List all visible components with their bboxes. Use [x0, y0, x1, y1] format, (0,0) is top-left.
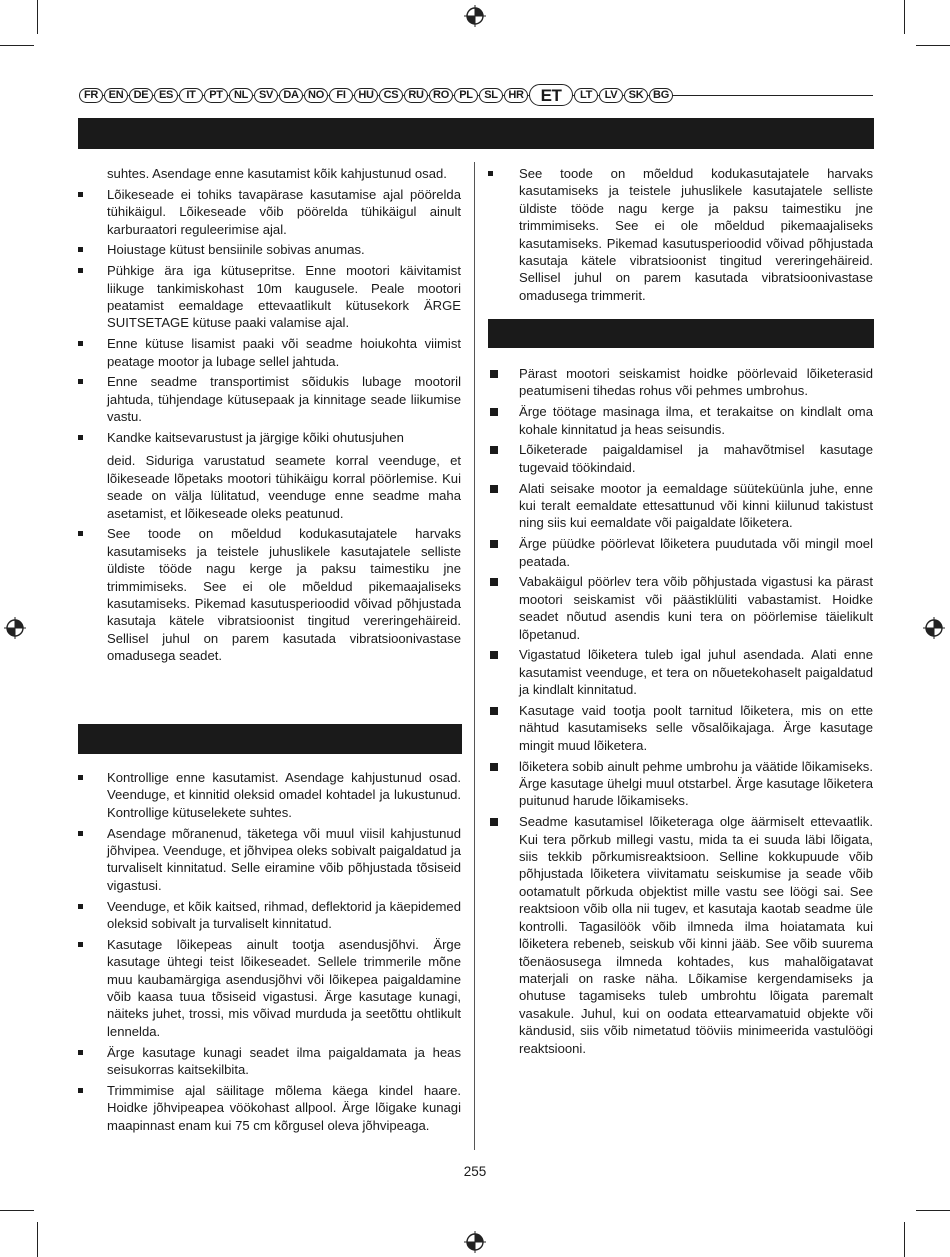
list-item: Kasutage vaid tootja poolt tarnitud lõiketera, mis on ette nähtud kasutamiseks selle võsalõikajaga. Ärge kasutage mingit muud lõiketera.	[488, 702, 873, 754]
list-item: Trimmimise ajal säilitage mõlema käega kindel haare. Hoidke jõhvipeapea vöökohast allpool. Ärge lõigake kunagi maapinnast enam kui 75 cm kõrgusel oleva jõhvipeaga.	[78, 1082, 461, 1134]
language-tab-lt[interactable]: LT	[574, 88, 598, 103]
registration-mark-icon	[464, 5, 486, 27]
language-tab-it[interactable]: IT	[179, 88, 203, 103]
registration-mark-icon	[4, 617, 26, 639]
left-column	[78, 165, 461, 668]
right-column	[488, 165, 873, 308]
list-item: See toode on mõeldud kodukasutajatele harvaks kasutamiseks ja teistele juhuslikele kasutajatele selliste üldiste tööde nagu kerge ja paksu taimestiku jne trimmimiseks. See ei ole mõeldud pikemaajaliseks kasutamiseks. Pikemad kasutusperioodid võivad põhjustada kasutaja kätele vibratsioonist tingitud vereringehäireid. Sellisel juhul on parem kasutada vibratsioonivastase omadusega trimmerit.	[488, 165, 873, 304]
crop-mark-top-left-v	[37, 0, 38, 34]
right-column-lower	[488, 365, 873, 1060]
crop-mark-top-left-h	[0, 45, 34, 46]
list-item: Ärge töötage masinaga ilma, et terakaitse on kindlalt oma kohale kinnitatud ja heas seisundis.	[488, 403, 873, 438]
list-item: Asendage mõranenud, täketega või muul viisil kahjustunud jõhvipea. Veenduge, et jõhvipea oleks sobivalt paigaldatud ja turvaliselt kinnitatud. Selle eiramine võib põhjustada tõsiseid vigastusi.	[78, 825, 461, 895]
crop-mark-bottom-right-h	[916, 1210, 950, 1211]
language-tab-de[interactable]: DE	[129, 88, 153, 103]
right-section-bar	[488, 319, 874, 348]
crop-mark-top-right-h	[916, 45, 950, 46]
language-tab-da[interactable]: DA	[279, 88, 303, 103]
list-item: Vabakäigul pöörlev tera võib põhjustada vigastusi ka pärast mootori seiskamist või päästiklüliti vabastamist. Hoidke seadet nõutud asendis kuni tera on pöörlemise täielikult lõpetanud.	[488, 573, 873, 643]
language-tab-no[interactable]: NO	[304, 88, 328, 103]
list-item: Kandke kaitsevarustust ja järgige kõiki ohutusjuhen	[78, 429, 461, 446]
left-section-bar	[78, 724, 462, 754]
list-item: Kontrollige enne kasutamist. Asendage kahjustunud osad. Veenduge, et kinnitid oleksid omadel kohtadel ja lukustunud. Kontrollige kütuselekete suhtes.	[78, 769, 461, 821]
list-item: Hoiustage kütust bensiinile sobivas anumas.	[78, 241, 461, 258]
list-item: Ärge püüdke pöörlevat lõiketera puudutada või mingil moel peatada.	[488, 535, 873, 570]
list-item: Lõiketerade paigaldamisel ja mahavõtmisel kasutage tugevaid töökindaid.	[488, 441, 873, 476]
crop-mark-bottom-right-v	[904, 1222, 905, 1257]
language-list	[79, 84, 673, 106]
language-tab-ro[interactable]: RO	[429, 88, 453, 103]
list-item: Seadme kasutamisel lõiketeraga olge äärmiselt ettevaatlik. Kui tera põrkub millegi vastu, mida ta ei suuda läbi lõigata, siis tekkib põrkumisreaktsioon. Selline kokkupuude võib põhjustada lõiketera viivitamatu seiskumise ja seade võib ootamatult põrkuda objektist mille vastu see löögi sai. See reaktsioon võib olla nii tugev, et kasutaja kaotab seadme üle kontrolli. Tagasilöök võib ilmneda ilma hoiatamata kui lõiketera rebeneb, seiskub või kinni jääb. See võib suurema tõenäosusega ilmneda kohtades, kus mahalõigatavat materjali on raske näha. Lõikamise kergendamiseks ja ohutuse tagamiseks tuleb umbrohtu lõigata paremalt vasakule. Juhul, kui on oodata ettearvamatuid objekte või kändusid, siis võib nimetatud tööviis minimeerida vastulöögi reaktsiooni.	[488, 813, 873, 1057]
crop-mark-bottom-left-h	[0, 1210, 34, 1211]
list-item: Pühkige ära iga kütusepritse. Enne mootori käivitamist liikuge tankimiskohast 10m kaugusele. Peale mootori peatamist eemaldage ettevaatlikult kütusekork ÄRGE SUITSETAGE kütuse paaki valamise ajal.	[78, 262, 461, 332]
list-item: Enne seadme transportimist sõidukis lubage mootoril jahtuda, tühjendage kütusepaak ja kinnitage seade liikumise vastu.	[78, 373, 461, 425]
language-tab-cs[interactable]: CS	[379, 88, 403, 103]
list-item: Pärast mootori seiskamist hoidke pöörlevaid lõiketerasid peatumiseni tihedas rohus või pehmes umbrohus.	[488, 365, 873, 400]
language-tab-pt[interactable]: PT	[204, 88, 228, 103]
language-tab-ru[interactable]: RU	[404, 88, 428, 103]
language-tab-pl[interactable]: PL	[454, 88, 478, 103]
list-item: deid. Siduriga varustatud seamete korral veenduge, et lõikeseade lõpetaks mootori tühikäigu korral pöörlemise. Kui seade on välja lülitatud, veenduge enne seadme maha asetamist, et lõikeseade oleks peatunud.	[107, 453, 461, 521]
registration-mark-icon	[923, 617, 945, 639]
language-tab-fi[interactable]: FI	[329, 88, 353, 103]
language-bar	[79, 84, 873, 106]
registration-mark-icon	[464, 1231, 486, 1253]
language-tab-bg[interactable]: BG	[649, 88, 673, 103]
language-tab-lv[interactable]: LV	[599, 88, 623, 103]
list-item: Vigastatud lõiketera tuleb igal juhul asendada. Alati enne kasutamist veenduge, et tera on nõuetekohaselt paigaldatud ja kindlalt kinnitatud.	[488, 646, 873, 698]
right-list-2	[488, 365, 873, 1057]
list-item: Ärge kasutage kunagi seadet ilma paigaldamata ja heas seisukorras kaitsekilbita.	[78, 1044, 461, 1079]
list-item: See toode on mõeldud kodukasutajatele harvaks kasutamiseks ja teistele juhuslikele kasutajatele selliste üldiste tööde nagu kerge ja paksu taimestiku jne trimmimiseks. See ei ole mõeldud pikemaajaliseks kasutamiseks. Pikemad kasutusperioodid võivad põhjustada kasutaja kätele vibratsioonist tingitud vereringehäireid. Sellisel juhul on parem kasutada vibratsioonivastase omadusega seadet.	[78, 525, 461, 664]
list-item: Veenduge, et kõik kaitsed, rihmad, deflektorid ja käepidemed oleksid sobivalt ja turvaliselt kinnitatud.	[78, 898, 461, 933]
header-bar	[78, 118, 874, 149]
left-column-lower	[78, 769, 461, 1137]
language-tab-es[interactable]: ES	[154, 88, 178, 103]
language-tab-sv[interactable]: SV	[254, 88, 278, 103]
language-tab-et[interactable]: ET	[529, 84, 573, 106]
left-list	[78, 186, 461, 665]
left-list-2	[78, 769, 461, 1134]
language-tab-hu[interactable]: HU	[354, 88, 378, 103]
list-item: lõiketera sobib ainult pehme umbrohu ja väätide lõikamiseks. Ärge kasutage ühelgi muul otstarbel. Ärge kasutage lõiketera puitunud harude lõikamiseks.	[488, 758, 873, 810]
language-tab-sk[interactable]: SK	[624, 88, 648, 103]
crop-mark-bottom-left-v	[37, 1222, 38, 1257]
language-tab-nl[interactable]: NL	[229, 88, 253, 103]
left-intro-text: suhtes. Asendage enne kasutamist kõik kahjustunud osad.	[107, 166, 447, 181]
column-divider	[474, 162, 475, 1150]
list-item: Lõikeseade ei tohiks tavapärase kasutamise ajal pöörelda tühikäigul. Lõikeseade võib pöörelda tühikäigul ainult karburaatori reguleerimise ajal.	[78, 186, 461, 238]
right-list	[488, 165, 873, 304]
list-item: Alati seisake mootor ja eemaldage süüteküünla juhe, enne kui teralt eemaldate ettesattunud või kinni kiilunud takistust ning siis kui eemaldate või paigaldate lõiketera.	[488, 480, 873, 532]
list-item: Enne kütuse lisamist paaki või seadme hoiukohta viimist peatage mootor ja lubage sellel jahtuda.	[78, 335, 461, 370]
language-tab-en[interactable]: EN	[104, 88, 128, 103]
language-tab-fr[interactable]: FR	[79, 88, 103, 103]
page-number: 255	[463, 1164, 487, 1179]
language-tab-hr[interactable]: HR	[504, 88, 528, 103]
crop-mark-top-right-v	[904, 0, 905, 34]
list-item: Kasutage lõikepeas ainult tootja asendusjõhvi. Ärge kasutage ühtegi teist lõikeseadet. Sellele trimmerile mõne muu kaubamärgiga asendusjõhvi või lõikepea paigaldamine võib kaasa tuua tõsiseid vigastusi. Ärge kasutage kunagi, näiteks juhet, trossi, mis võivad murduda ja seetõttu ohtlikult lennelda.	[78, 936, 461, 1040]
language-tab-sl[interactable]: SL	[479, 88, 503, 103]
